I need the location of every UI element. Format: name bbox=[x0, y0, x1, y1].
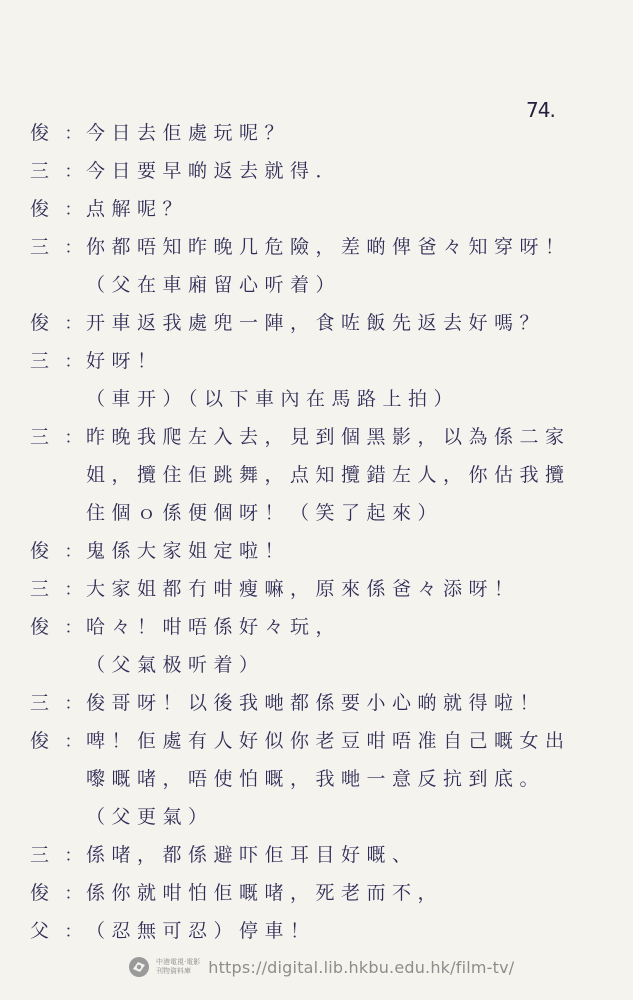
dialogue-text: 大家姐都冇咁瘦嘛，原來係爸々添呀！ bbox=[86, 577, 520, 600]
script-line bbox=[30, 568, 610, 606]
stage-direction-text: 姐，攬住佢跳舞，点知攬錯左人，你估我攬 bbox=[86, 463, 571, 486]
speaker-name: 三 bbox=[30, 159, 50, 182]
dialogue-text: 今日去佢處玩呢？ bbox=[86, 121, 291, 144]
speaker-name: 俊 bbox=[30, 121, 50, 144]
speaker-name: 俊 bbox=[30, 729, 50, 752]
script-line bbox=[30, 112, 610, 150]
speaker-colon: ： bbox=[64, 617, 82, 638]
speaker-colon: ： bbox=[64, 313, 82, 334]
page-number: 74. bbox=[526, 98, 555, 122]
script-line bbox=[30, 264, 610, 302]
script-line bbox=[30, 340, 610, 378]
watermark-url: https://digital.lib.hkbu.edu.hk/film-tv/ bbox=[208, 957, 515, 977]
speaker-colon: ： bbox=[64, 845, 82, 866]
speaker-name: 三 bbox=[30, 577, 50, 600]
speaker-name: 三 bbox=[30, 349, 50, 372]
logo-text bbox=[156, 958, 200, 976]
script-line bbox=[30, 530, 610, 568]
watermark-footer bbox=[128, 952, 514, 982]
logo-text-line2: 刊物資料庫 bbox=[156, 967, 191, 975]
script-line bbox=[30, 910, 610, 948]
speaker-name: 俊 bbox=[30, 197, 50, 220]
logo-text-line1: 中港電視·電影 bbox=[156, 958, 201, 966]
dialogue-text: 好呀！ bbox=[86, 349, 163, 372]
dialogue-text: 啤！佢處有人好似你老豆咁唔准自己嘅女出 bbox=[86, 729, 571, 752]
script-line bbox=[30, 378, 610, 416]
speaker-colon: ： bbox=[64, 427, 82, 448]
speaker-colon: ： bbox=[64, 123, 82, 144]
script-line bbox=[30, 492, 610, 530]
dialogue-text: 今日要早啲返去就得． bbox=[86, 159, 342, 182]
script-body bbox=[30, 112, 610, 948]
script-line bbox=[30, 758, 610, 796]
speaker-name: 俊 bbox=[30, 311, 50, 334]
speaker-colon: ： bbox=[64, 579, 82, 600]
speaker-colon: ： bbox=[64, 693, 82, 714]
script-line bbox=[30, 454, 610, 492]
speaker-name: 俊 bbox=[30, 881, 50, 904]
speaker-name: 三 bbox=[30, 843, 50, 866]
script-line bbox=[30, 606, 610, 644]
speaker-colon: ： bbox=[64, 731, 82, 752]
script-line bbox=[30, 644, 610, 682]
stage-direction-text: 住個ｏ係便個呀！（笑了起來） bbox=[86, 501, 444, 524]
speaker-colon: ： bbox=[64, 237, 82, 258]
script-line bbox=[30, 682, 610, 720]
stage-direction-text: （車开）（以下車內在馬路上拍） bbox=[86, 387, 460, 410]
speaker-name: 俊 bbox=[30, 615, 50, 638]
speaker-name: 三 bbox=[30, 425, 50, 448]
speaker-name: 三 bbox=[30, 691, 50, 714]
dialogue-text: 开車返我處兜一陣，食咗飯先返去好嗎？ bbox=[86, 311, 546, 334]
script-line bbox=[30, 834, 610, 872]
script-line bbox=[30, 150, 610, 188]
script-line bbox=[30, 226, 610, 264]
speaker-colon: ： bbox=[64, 541, 82, 562]
stage-direction-text: 嚟嘅啫，唔使怕嘅，我哋一意反抗到底。 bbox=[86, 767, 546, 790]
dialogue-text: 点解呢？ bbox=[86, 197, 189, 220]
script-line bbox=[30, 872, 610, 910]
dialogue-text: 你都唔知昨晚几危險，差啲俾爸々知穿呀！ bbox=[86, 235, 571, 258]
dialogue-text: 係你就咁怕佢嘅啫，死老而不， bbox=[86, 881, 444, 904]
dialogue-text: 哈々！咁唔係好々玩， bbox=[86, 615, 342, 638]
stage-direction-text: （父在車廂留心听着） bbox=[86, 273, 342, 296]
script-line bbox=[30, 796, 610, 834]
dialogue-text: 昨晚我爬左入去，見到個黑影，以為係二家 bbox=[86, 425, 571, 448]
speaker-name: 父 bbox=[30, 919, 50, 942]
stage-direction-text: （父更氣） bbox=[86, 805, 214, 828]
dialogue-text: 俊哥呀！以後我哋都係要小心啲就得啦！ bbox=[86, 691, 546, 714]
speaker-colon: ： bbox=[64, 883, 82, 904]
script-line bbox=[30, 416, 610, 454]
stage-direction-text: （父氣极听着） bbox=[86, 653, 265, 676]
speaker-colon: ： bbox=[64, 921, 82, 942]
speaker-name: 俊 bbox=[30, 539, 50, 562]
script-line bbox=[30, 302, 610, 340]
speaker-colon: ： bbox=[64, 351, 82, 372]
library-logo-icon bbox=[128, 956, 150, 978]
dialogue-text: （忍無可忍）停車！ bbox=[86, 919, 316, 942]
script-line bbox=[30, 720, 610, 758]
script-line bbox=[30, 188, 610, 226]
dialogue-text: 鬼係大家姐定啦！ bbox=[86, 539, 291, 562]
speaker-name: 三 bbox=[30, 235, 50, 258]
speaker-colon: ： bbox=[64, 161, 82, 182]
speaker-colon: ： bbox=[64, 199, 82, 220]
dialogue-text: 係啫，都係避吓佢耳目好嘅、 bbox=[86, 843, 418, 866]
